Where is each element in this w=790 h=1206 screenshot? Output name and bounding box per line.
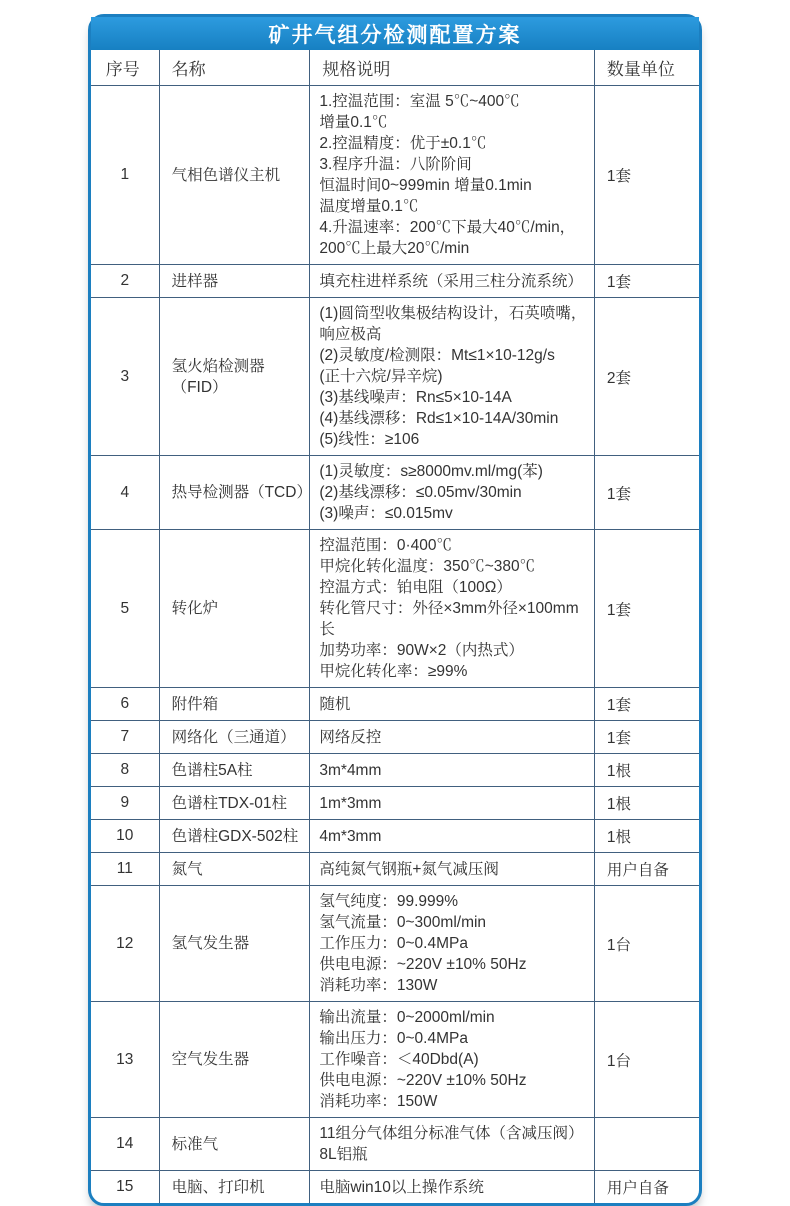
item-name: 附件箱 bbox=[159, 688, 310, 721]
spec-line: 工作噪音：＜40Dbd(A) bbox=[319, 1051, 479, 1068]
spec-line: 高纯氮气钢瓶+氮气减压阀 bbox=[319, 860, 499, 878]
item-name: 色谱柱TDX-01柱 bbox=[159, 787, 310, 820]
item-name: 氮气 bbox=[159, 853, 310, 886]
item-quantity-unit: 1台 bbox=[594, 1002, 699, 1118]
row-serial-number: 1 bbox=[91, 86, 159, 265]
row-serial-number: 13 bbox=[91, 1002, 159, 1118]
item-quantity-unit: 1套 bbox=[594, 530, 699, 688]
spec-line: 11组分气体组分标准气体（含减压阀） bbox=[319, 1125, 584, 1142]
item-quantity-unit: 1台 bbox=[594, 886, 699, 1002]
spec-line: 增量0.1℃ bbox=[319, 114, 388, 131]
table-row bbox=[91, 265, 699, 298]
spec-line: (2)基线漂移：≤0.05mv/30min bbox=[319, 484, 522, 501]
table-row bbox=[91, 688, 699, 721]
item-specification bbox=[310, 886, 595, 1002]
item-quantity-unit: 1套 bbox=[594, 265, 699, 298]
row-serial-number: 6 bbox=[91, 688, 159, 721]
item-quantity-unit: 1套 bbox=[594, 86, 699, 265]
spec-line: (5)线性：≥106 bbox=[319, 431, 420, 448]
spec-line: 控温方式：铂电阻（100Ω） bbox=[319, 579, 512, 596]
item-specification bbox=[310, 688, 595, 721]
item-quantity-unit: 用户自备 bbox=[594, 853, 699, 886]
spec-line: 4.升温速率：200℃下最大40℃/min， bbox=[319, 219, 576, 236]
item-specification bbox=[310, 787, 595, 820]
spec-line: 氢气纯度：99.999% bbox=[319, 893, 459, 910]
spec-line: 随机 bbox=[319, 695, 351, 713]
item-quantity-unit bbox=[594, 1118, 699, 1171]
item-specification bbox=[310, 820, 595, 853]
table-row bbox=[91, 298, 699, 456]
row-serial-number: 3 bbox=[91, 298, 159, 456]
item-quantity-unit: 1套 bbox=[594, 688, 699, 721]
spec-line: 3m*4mm bbox=[319, 761, 382, 779]
table-row bbox=[91, 787, 699, 820]
spec-line: 8L铝瓶 bbox=[319, 1146, 368, 1163]
header-quantity-unit: 数量单位 bbox=[594, 50, 699, 86]
row-serial-number: 11 bbox=[91, 853, 159, 886]
item-name: 色谱柱5A柱 bbox=[159, 754, 310, 787]
item-name: 转化炉 bbox=[159, 530, 310, 688]
item-quantity-unit: 1套 bbox=[594, 721, 699, 754]
item-name: 氢气发生器 bbox=[159, 886, 310, 1002]
item-specification bbox=[310, 86, 595, 265]
row-serial-number: 10 bbox=[91, 820, 159, 853]
spec-line: 氢气流量：0~300ml/min bbox=[319, 914, 487, 931]
spec-line: 温度增量0.1℃ bbox=[319, 198, 419, 215]
spec-line: (1)灵敏度：s≥8000mv.ml/mg(苯) bbox=[319, 463, 543, 480]
row-serial-number: 14 bbox=[91, 1118, 159, 1171]
table-row bbox=[91, 1118, 699, 1171]
row-serial-number: 4 bbox=[91, 456, 159, 530]
table-row bbox=[91, 754, 699, 787]
spec-line: 控温范围：0·400℃ bbox=[319, 537, 453, 554]
row-serial-number: 15 bbox=[91, 1171, 159, 1204]
spec-line: (2)灵敏度/检测限：Mt≤1×10-12g/s bbox=[319, 347, 555, 364]
header-row bbox=[91, 50, 699, 86]
spec-line: (4)基线漂移：Rd≤1×10-14A/30min bbox=[319, 410, 559, 427]
item-quantity-unit: 用户自备 bbox=[594, 1171, 699, 1204]
spec-line: 电脑win10以上操作系统 bbox=[319, 1178, 484, 1196]
item-specification bbox=[310, 265, 595, 298]
item-name: 电脑、打印机 bbox=[159, 1171, 310, 1204]
item-quantity-unit: 2套 bbox=[594, 298, 699, 456]
spec-line: 消耗功率：130W bbox=[319, 977, 438, 994]
header-serial-number: 序号 bbox=[91, 50, 159, 86]
spec-line: 消耗功率：150W bbox=[319, 1093, 438, 1110]
item-name: 色谱柱GDX-502柱 bbox=[159, 820, 310, 853]
row-serial-number: 2 bbox=[91, 265, 159, 298]
spec-line: 恒温时间0~999min 增量0.1min bbox=[319, 177, 532, 194]
spec-line: 甲烷化转化温度：350℃~380℃ bbox=[319, 558, 536, 575]
spec-line: 供电电源：~220V ±10% 50Hz bbox=[319, 1072, 527, 1089]
spec-line: 4m*3mm bbox=[319, 827, 382, 845]
spec-line: 1.控温范围：室温 5℃~400℃ bbox=[319, 93, 520, 110]
spec-line: 200℃上最大20℃/min bbox=[319, 240, 470, 257]
row-serial-number: 5 bbox=[91, 530, 159, 688]
item-name: 标准气 bbox=[159, 1118, 310, 1171]
spec-line: 输出压力：0~0.4MPa bbox=[319, 1030, 468, 1047]
item-name: 进样器 bbox=[159, 265, 310, 298]
spec-line: 工作压力：0~0.4MPa bbox=[319, 935, 468, 952]
table-row bbox=[91, 86, 699, 265]
spec-line: 3.程序升温：八阶阶间 bbox=[319, 156, 472, 173]
spec-table bbox=[91, 50, 699, 1203]
table-title: 矿井气组分检测配置方案 bbox=[91, 17, 699, 50]
item-quantity-unit: 1套 bbox=[594, 456, 699, 530]
item-specification bbox=[310, 1002, 595, 1118]
item-specification bbox=[310, 530, 595, 688]
spec-line: 甲烷化转化率：≥99% bbox=[319, 663, 468, 680]
spec-line: (1)圆筒型收集极结构设计，石英喷嘴， bbox=[319, 305, 587, 322]
header-specification: 规格说明 bbox=[310, 50, 595, 86]
table-row bbox=[91, 886, 699, 1002]
item-name: 网络化（三通道） bbox=[159, 721, 310, 754]
item-quantity-unit: 1根 bbox=[594, 820, 699, 853]
item-name: 热导检测器（TCD） bbox=[159, 456, 310, 530]
row-serial-number: 8 bbox=[91, 754, 159, 787]
item-specification bbox=[310, 456, 595, 530]
table-row bbox=[91, 721, 699, 754]
spec-line: 响应极高 bbox=[319, 326, 382, 343]
item-specification bbox=[310, 853, 595, 886]
item-name: 空气发生器 bbox=[159, 1002, 310, 1118]
table-row bbox=[91, 456, 699, 530]
spec-line: 转化管尺寸：外径×3mm外径×100mm长 bbox=[319, 600, 579, 638]
spec-line: (3)基线噪声：Rn≤5×10-14A bbox=[319, 389, 512, 406]
table-row bbox=[91, 1002, 699, 1118]
item-name: 气相色谱仪主机 bbox=[159, 86, 310, 265]
item-specification bbox=[310, 1118, 595, 1171]
spec-line: 输出流量：0~2000ml/min bbox=[319, 1009, 495, 1026]
spec-line: 加势功率：90W×2（内热式） bbox=[319, 642, 524, 659]
item-name: 氢火焰检测器（FID） bbox=[159, 298, 310, 456]
spec-line: 填充柱进样系统（采用三柱分流系统） bbox=[319, 272, 583, 290]
row-serial-number: 9 bbox=[91, 787, 159, 820]
item-specification bbox=[310, 721, 595, 754]
header-item-name: 名称 bbox=[159, 50, 310, 86]
table-row bbox=[91, 853, 699, 886]
item-specification bbox=[310, 754, 595, 787]
table-row bbox=[91, 1171, 699, 1204]
spec-line: 2.控温精度：优于±0.1℃ bbox=[319, 135, 487, 152]
item-specification bbox=[310, 1171, 595, 1204]
item-quantity-unit: 1根 bbox=[594, 787, 699, 820]
item-quantity-unit: 1根 bbox=[594, 754, 699, 787]
row-serial-number: 7 bbox=[91, 721, 159, 754]
spec-table-card bbox=[88, 14, 702, 1206]
table-row bbox=[91, 820, 699, 853]
spec-line: (正十六烷/异辛烷) bbox=[319, 368, 443, 385]
item-specification bbox=[310, 298, 595, 456]
table-body bbox=[91, 86, 699, 1204]
spec-line: 网络反控 bbox=[319, 728, 382, 746]
spec-line: 1m*3mm bbox=[319, 794, 382, 812]
row-serial-number: 12 bbox=[91, 886, 159, 1002]
spec-line: (3)噪声：≤0.015mv bbox=[319, 505, 453, 522]
table-row bbox=[91, 530, 699, 688]
spec-line: 供电电源：~220V ±10% 50Hz bbox=[319, 956, 527, 973]
